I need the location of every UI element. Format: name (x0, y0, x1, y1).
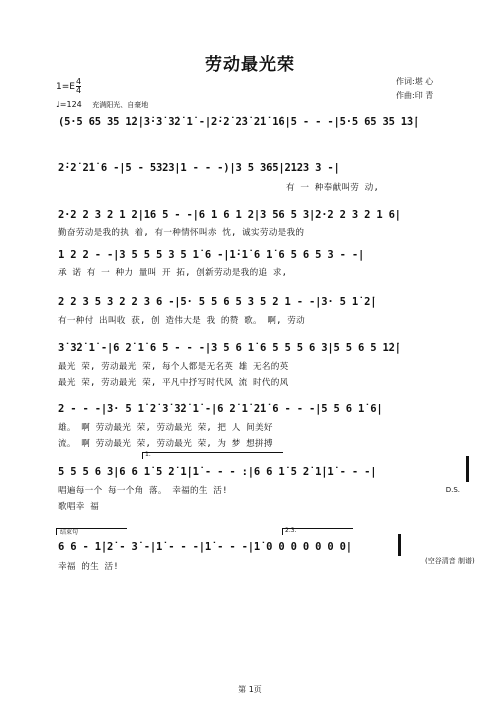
time-signature (76, 78, 81, 95)
score-row-8: 5 5 5 6 3|6 6 1̇ 5 2̇ 1̇|1̇ - - - :|6 6 1̇ 5 2̇ 1̇|1̇ - - -| (58, 466, 377, 478)
lyricist-credit: 作词:堪 心 (396, 77, 434, 86)
score-row-7: 2 - - -|3· 5 1̇ 2̇ 3̇ 3̇2̇ 1̇ -|6 2̇ 1̇ 2̇1̇ 6 - - -|5 5 6 1̇ 6| (58, 403, 383, 415)
lyric-row-8a: 唱遍每一个 每一个角 落。 幸福的生 活! (58, 486, 228, 496)
lyric-row-5: 有一种付 出叫收 获, 创 造伟大是 我 的赞 歌。 啊, 劳动 (58, 316, 305, 326)
lyric-row-6a: 最光 荣, 劳动最光 荣, 每个人都是无名英 雄 无名的英 (58, 362, 289, 372)
volta-1-label: 1. (145, 451, 151, 458)
volta-2-label: 2.3. (285, 527, 297, 534)
song-title: 劳动最光荣 (205, 55, 295, 75)
lyric-row-6b: 最光 荣, 劳动最光 荣, 平凡中抒写时代风 流 时代的风 (58, 378, 289, 388)
composer-credit: 作曲:印 青 (396, 91, 434, 100)
dal-segno-mark: D.S. (445, 486, 460, 494)
page-number: 第 1页 (238, 685, 262, 694)
score-row-4: 1 2 2 - -|3 5 5 5 3 5 1̇ 6 -|1̇·1̇ 6 1̇ 6 5 6 5 3 - -| (58, 249, 365, 261)
lyric-row-8b: 歌唱幸 福 (58, 502, 100, 512)
score-row-9: 6 6 - 1̇|2̇ - 3̇ -|1̇ - - -|1̇ - - -|1̇ 0 0 0 0 0 0 0| (58, 541, 352, 553)
score-row-5: 2 2 3 5 3 2 2 3 6 -|5· 5 5 6 5 3 5 2 1 - -|3· 5 1̇ 2̇| (58, 296, 377, 308)
key-signature (56, 78, 81, 95)
final-barline (466, 456, 469, 482)
lyric-row-3: 勤奋劳动是我的执 着, 有一种情怀叫赤 忱, 诚实劳动是我的 (58, 228, 305, 238)
lyric-row-7a: 雄。 啊 劳动最光 荣, 劳动最光 荣, 把 人 间美好 (58, 423, 273, 433)
transcriber-credit: (空谷清音 制谱) (425, 557, 475, 565)
lyric-row-4: 承 诺 有 一 种力 量叫 开 拓, 创新劳动是我的追 求, (58, 268, 288, 278)
tempo-mark (56, 100, 148, 110)
key-text: 1=E (56, 82, 75, 92)
end-barline (398, 534, 401, 556)
lyric-row-2: 有 一 种奉献叫劳 动, (286, 183, 380, 193)
score-row-1: (5·5 65 35 1̇2̇|3̇·3̇ 3̇2̇ 1̇ -|2̇·2̇ 2̇3̇ 2̇1̇ 1̇6|5 - - -|5·5 65 35 1̇3̇| (58, 116, 420, 128)
lyric-row-7b: 流。 啊 劳动最光 荣, 劳动最光 荣, 为 梦 想拼搏 (58, 439, 273, 449)
time-bottom: 4 (75, 86, 82, 95)
time-top: 4 (75, 77, 82, 86)
tempo-value: ♩=124 (56, 100, 82, 109)
ending-label: 结束句 (60, 529, 79, 536)
score-row-6: 3̇ 3̇2̇ 1̇ -|6 2̇ 1̇ 6 5 - - -|3 5 6 1̇ 6 5 5 5 6 3|5 5 6 5 1̇2̇| (58, 342, 401, 354)
volta-1-bracket (142, 452, 283, 459)
expression-mark: 充满阳光、自豪地 (92, 101, 149, 109)
score-row-3: 2·2 2 3 2 1 2|16 5 - -|6 1 6 1 2|3 56 5 3|2·2 2 3 2 1 6| (58, 209, 401, 221)
score-row-2: 2̇·2̇ 2̇1̇ 6 -|5 - 5323|1 - - -)|3 5 365|2123 3 -| (58, 162, 340, 174)
lyric-row-9: 幸福 的生 活! (58, 562, 119, 572)
